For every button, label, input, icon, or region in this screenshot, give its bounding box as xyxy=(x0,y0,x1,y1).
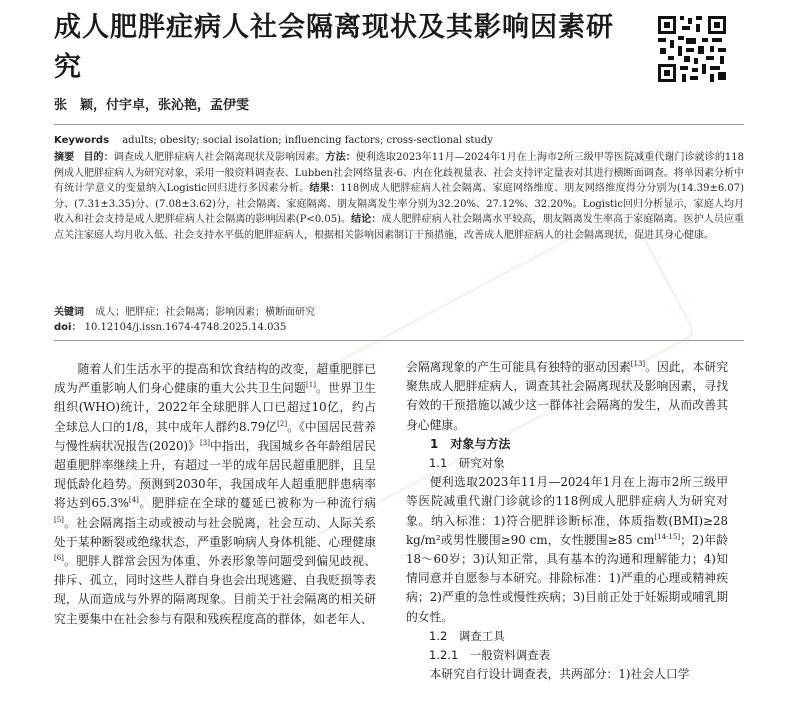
subsection-heading: 1.1 研究对象 xyxy=(429,456,505,471)
english-keywords xyxy=(54,133,744,149)
chinese-keywords xyxy=(54,305,744,321)
doi-link[interactable]: 10.12104/j.issn.1674-4748.2025.14.035 xyxy=(84,322,287,333)
right-column xyxy=(406,358,728,684)
citation[interactable]: [5] xyxy=(54,515,64,524)
citation[interactable]: [4] xyxy=(128,496,139,505)
subjects-paragraph xyxy=(406,473,728,627)
subsubsection-heading: 1.2.1 一般资料调查表 xyxy=(429,648,551,663)
english-keywords-label: Keywords xyxy=(54,135,110,146)
intro-paragraph xyxy=(54,360,376,629)
citation[interactable]: [14-15] xyxy=(654,532,681,541)
citation[interactable]: [2] xyxy=(277,419,288,428)
abstract-label: 摘要 xyxy=(54,152,75,163)
chinese-keywords-text: 成人；肥胖症；社会隔离；影响因素；横断面研究 xyxy=(95,307,316,318)
text-run: 便利选取2023年11月—2024年1月在上海市2所三级甲等医院减重代谢门诊就诊的118例成人肥胖症病人为研究对象。纳入标准：1)符合肥胖诊断标准，体质指数(BMI)≥28 kg/m²或男性腰围≥90 cm，女性腰围≥85 cm xyxy=(406,475,728,547)
subsection-heading: 1.2 调查工具 xyxy=(429,628,505,643)
citation[interactable]: [6] xyxy=(54,554,64,563)
english-keywords-text: adults; obesity; social isolation; influencing factors; cross-sectional study xyxy=(122,135,493,146)
text-run: 随着人们生活水平的提高和饮食结构的改变，超重肥胖已成为严重影响人们身心健康的重大公共卫生问题 xyxy=(54,362,376,396)
method-label: 方法： xyxy=(325,152,356,163)
text-run: 。世界卫生组织(WHO)统计，2022年全球肥胖人口已超过10亿，约占全球总人口的1/8，其中成年人群约8.79亿 xyxy=(54,381,376,434)
abstract xyxy=(54,150,744,243)
purpose-label: 目的： xyxy=(83,152,114,163)
text-run: 。社会隔离指主动或被动与社会脱离，社会互动、人际关系处于某种断裂或绝缘状态，严重影响病人身体机能、心理健康 xyxy=(54,515,376,549)
continued-paragraph xyxy=(406,358,728,435)
citation[interactable]: [1] xyxy=(306,381,316,390)
author-list: 张 颖，付宇卓，张沁艳，孟伊雯 xyxy=(54,98,250,113)
text-run: 。肥胖人群常会因为体重、外表形象等问题受到偏见歧视、排斥、孤立，同时这些人群自身也会出现逃避、自我贬损等表现，从而造成与外界的隔离现象。目前关于社会隔离的相关研究主要集中在社会参与有限和残疾程度高的群体，如老年人、 xyxy=(54,554,376,626)
qr-code-icon[interactable] xyxy=(656,14,728,84)
doi-label: doi： xyxy=(54,322,82,333)
text-run: 中指出，我国城乡各年龄组居民超重肥胖率继续上升，有超过一半的成年居民超重肥胖，且呈现低龄化趋势。预测到2030年，我国成年人超重肥胖患病率将达到65.3% xyxy=(54,438,376,511)
purpose-text: 调查成人肥胖症病人社会隔离现状及影响因素。 xyxy=(113,152,326,163)
doi-line xyxy=(54,320,744,336)
left-column xyxy=(54,360,376,629)
citation[interactable]: [3] xyxy=(200,438,210,447)
text-run: ；2)年龄18～60岁；3)认知正常，具有基本的沟通和理解能力；4)知情同意并自愿参与本研究。排除标准：1)严重的心理或精神疾病；2)严重的急性或慢性疾病；3)目前正处于妊娠期或哺乳期的女性。 xyxy=(406,532,729,624)
divider xyxy=(54,124,744,125)
citation[interactable]: [13] xyxy=(630,360,646,369)
article-title: 成人肥胖症病人社会隔离现状及其影响因素研究 xyxy=(54,12,614,83)
text-run: 。因此，本研究聚焦成人肥胖症病人，调查其社会隔离现状及影响因素，寻找有效的干预措施以减少这一群体社会隔离的发生，从而改善其身心健康。 xyxy=(406,360,728,432)
section-heading: 1 对象与方法 xyxy=(430,436,511,451)
divider xyxy=(54,340,744,341)
method-text: 便利选取2023年11月—2024年1月在上海市2所三级甲等医院减重代谢门诊就诊的118例成人肥胖症病人为研究对象，采用一般资料调查表、Lubben社会网络量表-6、内在化歧视量表、社会支持评定量表对其进行横断面调查。将单因素分析中有统计学意义的变量纳入Logistic回归进行多因素分析。 xyxy=(54,152,745,194)
text-run: 。肥胖症在全球的蔓延已被称为一种流行病 xyxy=(138,496,376,511)
conclusion-label: 结论： xyxy=(351,214,382,225)
conclusion-text: 成人肥胖症病人社会隔离水平较高，朋友隔离发生率高于家庭隔离。医护人员应重点关注家庭人均月收入低、社会支持水平低的肥胖症病人，根据相关影响因素制订干预措施，改善成人肥胖症病人的社会隔离现状，促进其身心健康。 xyxy=(54,214,745,241)
text-run: 会隔离现象的产生可能具有独特的驱动因素 xyxy=(406,360,631,374)
chinese-keywords-label: 关键词 xyxy=(54,307,84,318)
text-run: 。《中国居民营养与慢性病状况报告(2020)》 xyxy=(54,419,376,453)
tools-paragraph: 本研究自行设计调查表，共两部分：1)社会人口学 xyxy=(429,667,690,682)
result-text: 118例成人肥胖症病人社会隔离、家庭网络维度、朋友网络维度得分分别为(14.39±6.07)分、(7.31±3.35)分、(7.08±3.62)分，社会隔离、家庭隔离、朋友隔离发生率分别为32.20%、27.12%、32.20%。Logistic回归分析显示，家庭人均月收入和社会支持是成人肥胖症病人社会隔离的影响因素(P<0.05)。 xyxy=(54,183,744,225)
result-label: 结果： xyxy=(309,183,341,194)
